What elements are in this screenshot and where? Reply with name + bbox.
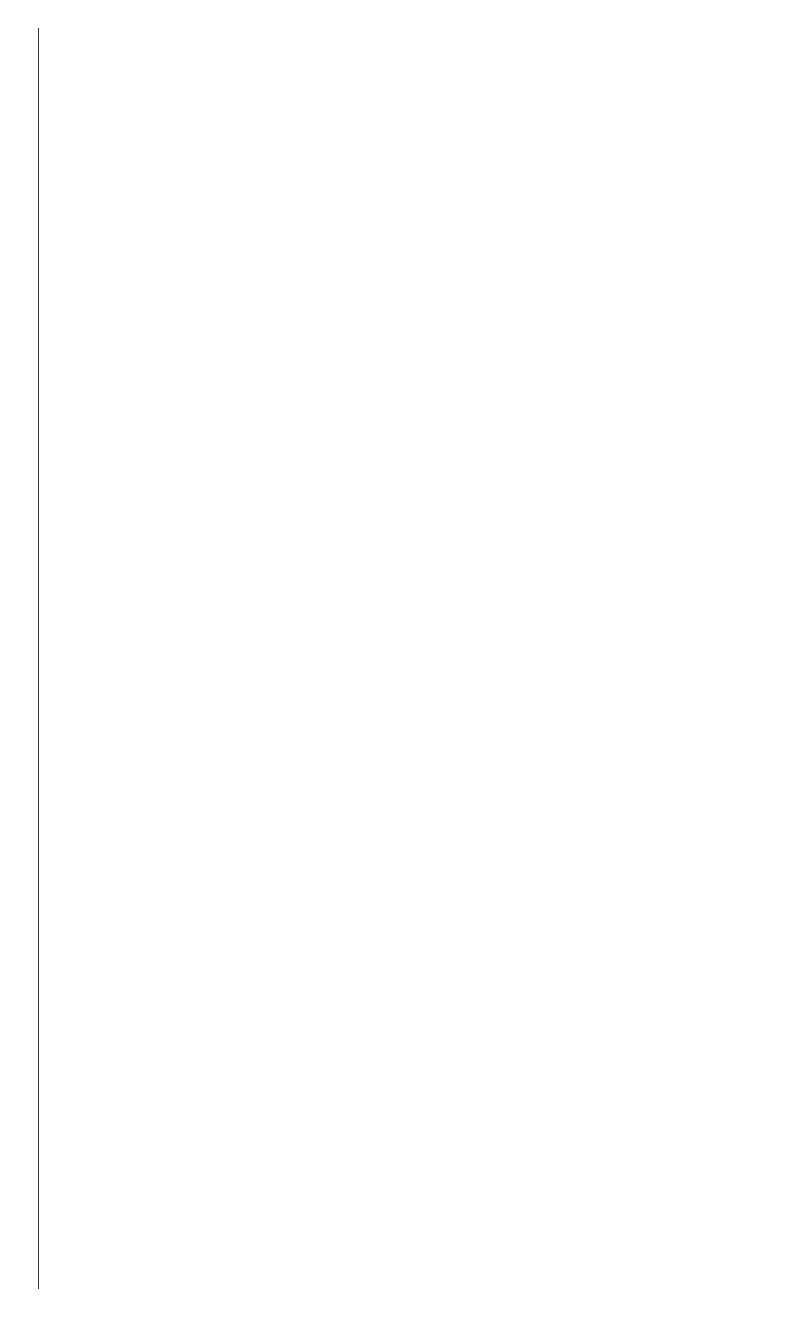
page-title <box>0 0 30 1317</box>
top-rule <box>38 28 39 1289</box>
